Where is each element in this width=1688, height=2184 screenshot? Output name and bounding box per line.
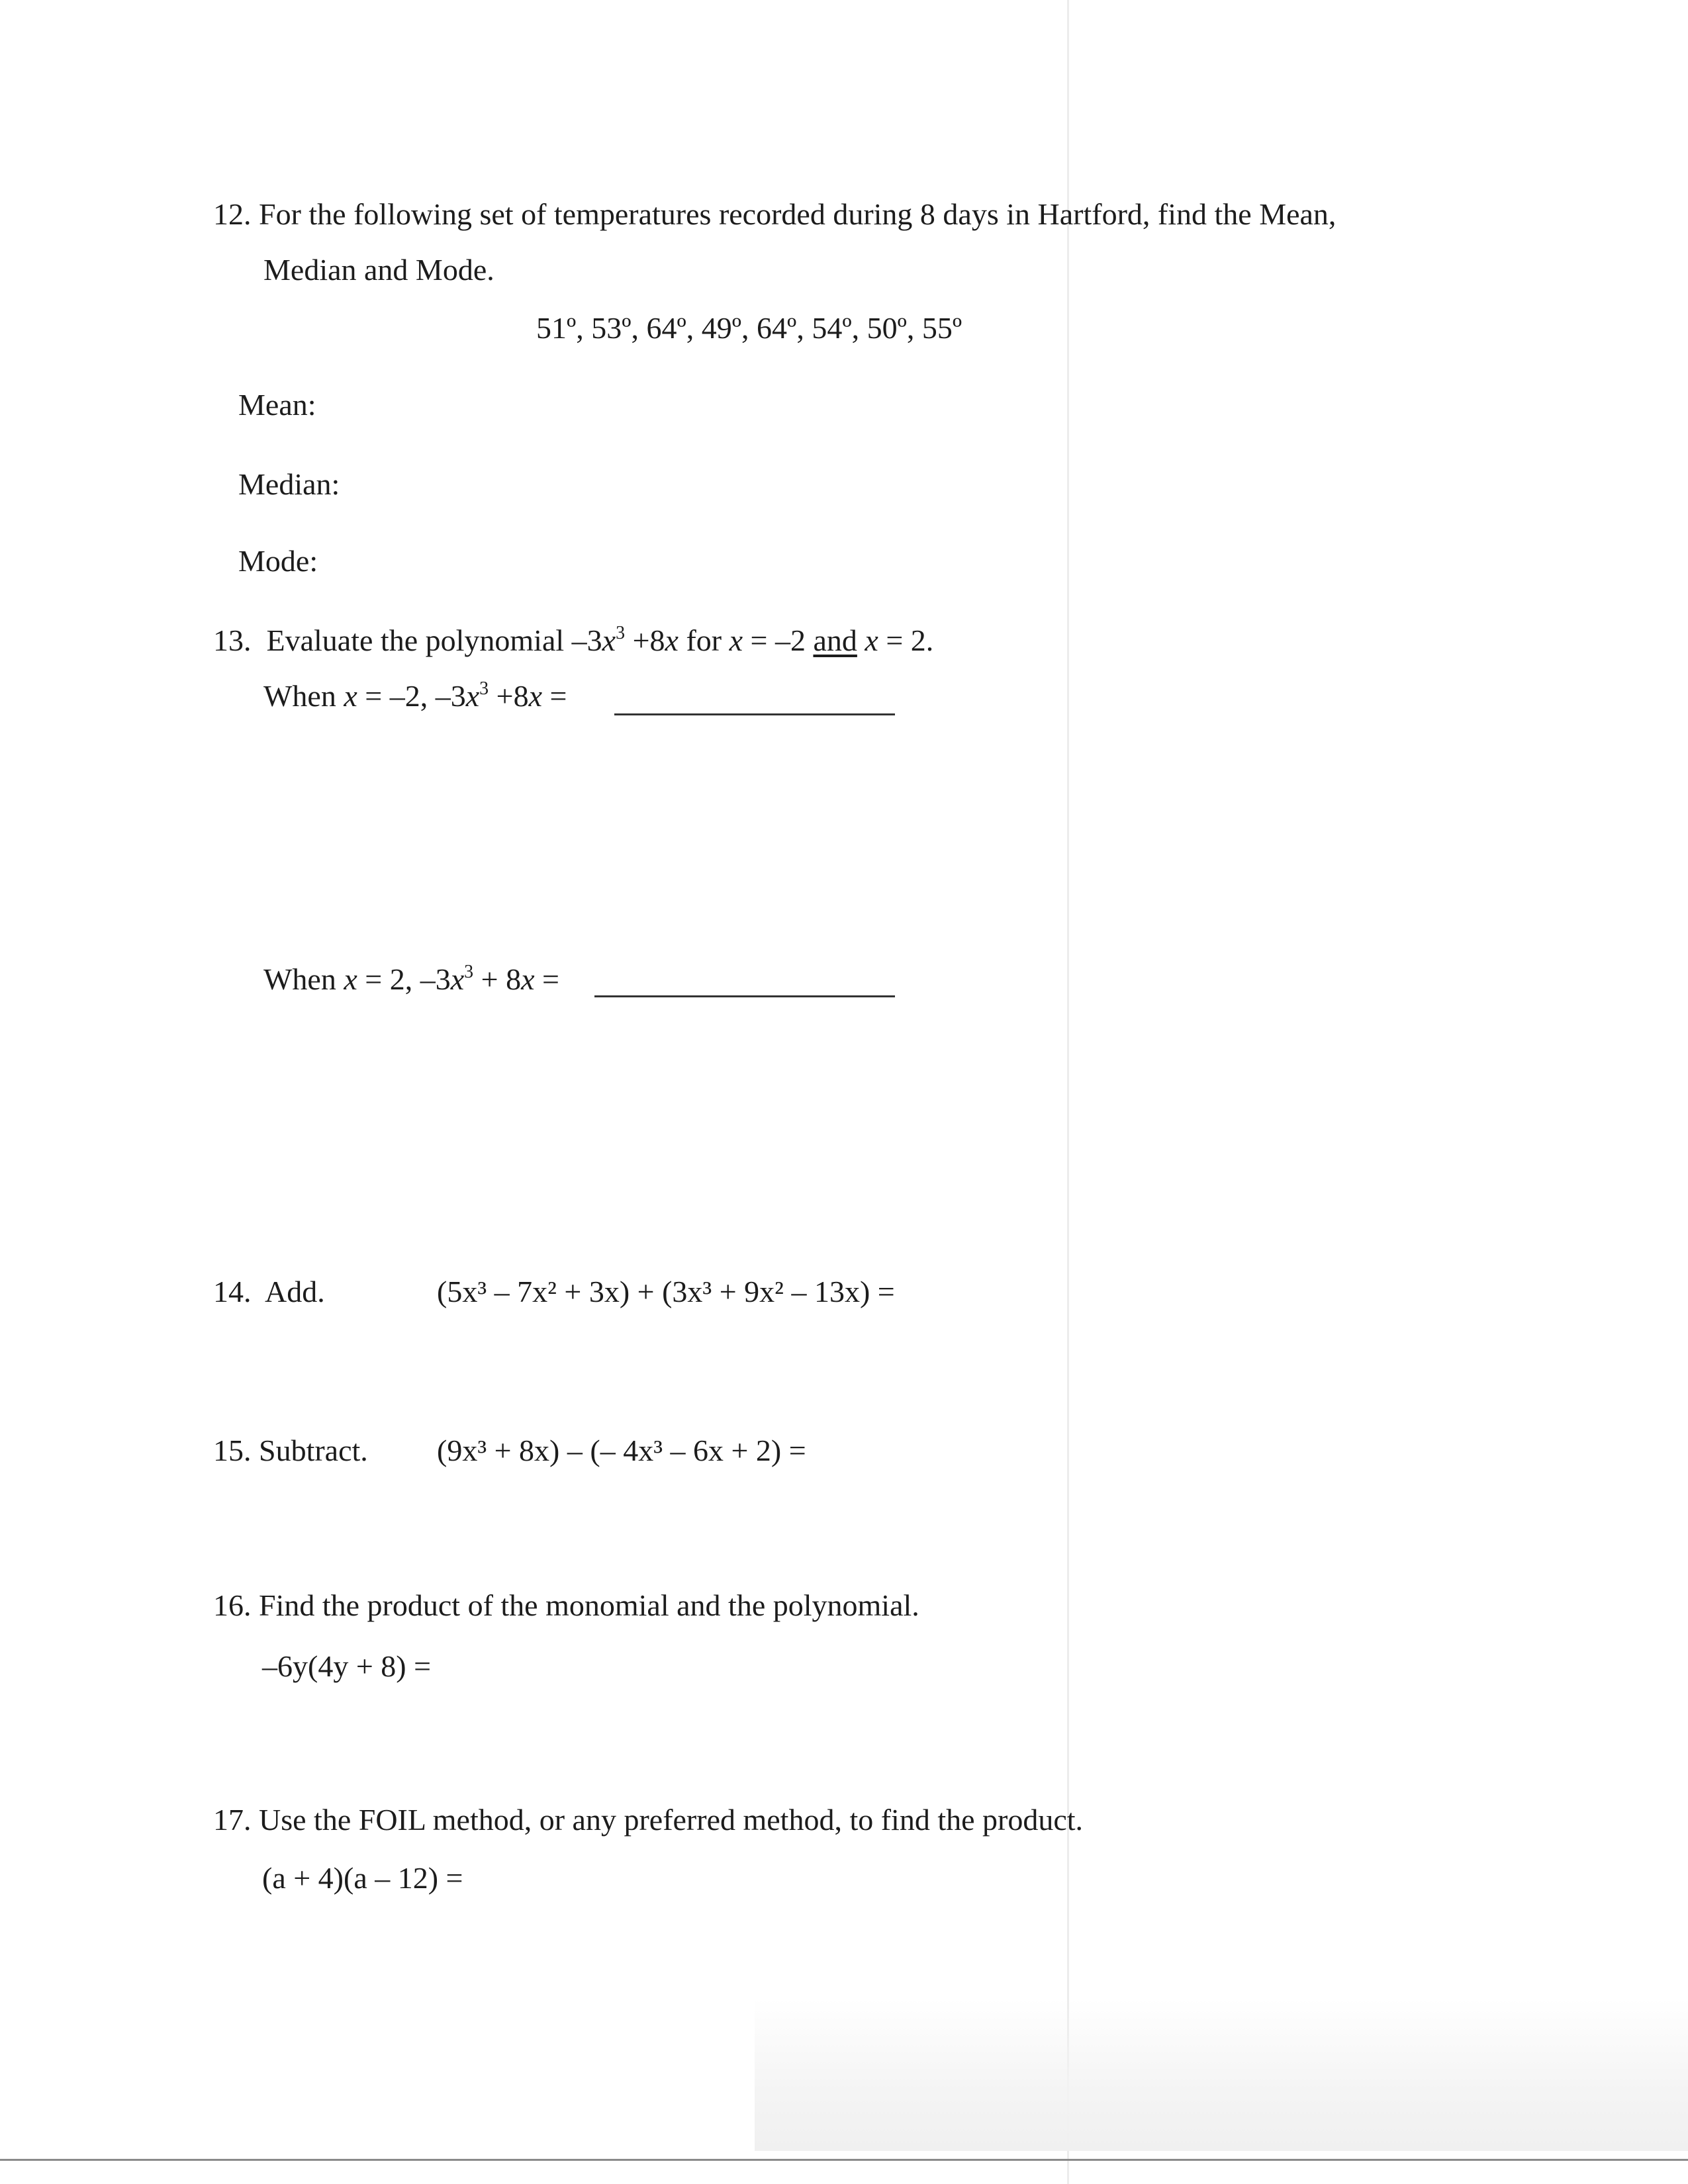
q17-expression: (a + 4)(a – 12) = bbox=[262, 1861, 463, 1895]
scan-fold-line bbox=[1067, 0, 1069, 2184]
q14-number-label: 14. Add. bbox=[213, 1275, 325, 1308]
q14-expression: (5x³ – 7x² + 3x) + (3x³ + 9x² – 13x) = bbox=[437, 1275, 895, 1308]
q17-prompt: 17. Use the FOIL method, or any preferred method, to find the product. bbox=[213, 1803, 1084, 1837]
page-bottom-rule bbox=[0, 2159, 1688, 2161]
q12-median-label: Median: bbox=[238, 467, 340, 501]
q16-prompt: 16. Find the product of the monomial and the polynomial. bbox=[213, 1588, 919, 1622]
q12-mode-label: Mode: bbox=[238, 544, 318, 578]
scan-shadow bbox=[755, 1999, 1688, 2151]
q13-case2: When x = 2, $-3x^3 + 8x$ = bbox=[263, 962, 559, 996]
q13-case2-answer-line[interactable] bbox=[594, 995, 895, 997]
q12-prompt-line1: 12. For the following set of temperatures recorded during 8 days in Hartford, find the Mean, bbox=[213, 197, 1336, 231]
q15-expression: (9x³ + 8x) – (– 4x³ – 6x + 2) = bbox=[437, 1433, 806, 1467]
q12-temperature-data: 51º, 53º, 64º, 49º, 64º, 54º, 50º, 55º bbox=[536, 311, 962, 345]
q16-expression: –6y(4y + 8) = bbox=[262, 1649, 432, 1683]
q12-mean-label: Mean: bbox=[238, 388, 316, 422]
q13-prompt: 13. Evaluate the polynomial $-3x^3 +8x$ for x = –2 and x = 2. bbox=[213, 623, 934, 657]
q13-case1: When x = –2, $-3x^3 +8x$ = bbox=[263, 678, 567, 713]
q12-prompt-line2: Median and Mode. bbox=[263, 253, 494, 287]
q13-case1-answer-line[interactable] bbox=[614, 713, 895, 715]
q15-number-label: 15. Subtract. bbox=[213, 1433, 368, 1467]
